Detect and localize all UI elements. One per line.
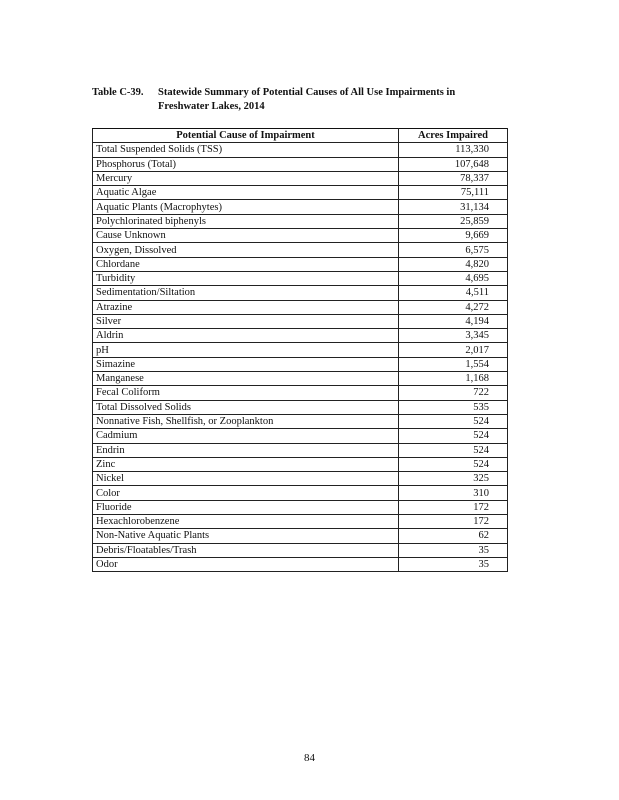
acres-cell: 35 <box>399 543 508 557</box>
header-cause: Potential Cause of Impairment <box>93 129 399 143</box>
table-row <box>93 229 508 243</box>
table-title-line-1: Statewide Summary of Potential Causes of All Use Impairments in <box>158 87 456 98</box>
table-row <box>93 457 508 471</box>
table-caption <box>92 86 532 114</box>
table-row <box>93 515 508 529</box>
table-row <box>93 529 508 543</box>
cause-cell: Oxygen, Dissolved <box>93 243 399 257</box>
cause-cell: Total Dissolved Solids <box>93 400 399 414</box>
impairment-causes-table <box>92 128 508 572</box>
table-row <box>93 257 508 271</box>
cause-cell: Fluoride <box>93 500 399 514</box>
acres-cell: 4,511 <box>399 286 508 300</box>
table-number: Table C-39. <box>92 87 144 98</box>
cause-cell: Total Suspended Solids (TSS) <box>93 143 399 157</box>
table-row <box>93 171 508 185</box>
cause-cell: Aquatic Algae <box>93 186 399 200</box>
table-body <box>93 143 508 572</box>
acres-cell: 172 <box>399 515 508 529</box>
acres-cell: 310 <box>399 486 508 500</box>
table-row <box>93 329 508 343</box>
cause-cell: Cause Unknown <box>93 229 399 243</box>
cause-cell: Endrin <box>93 443 399 457</box>
acres-cell: 25,859 <box>399 214 508 228</box>
cause-cell: Odor <box>93 557 399 571</box>
acres-cell: 1,168 <box>399 372 508 386</box>
cause-cell: Sedimentation/Siltation <box>93 286 399 300</box>
cause-cell: Phosphorus (Total) <box>93 157 399 171</box>
acres-cell: 325 <box>399 472 508 486</box>
cause-cell: Nickel <box>93 472 399 486</box>
table-row <box>93 286 508 300</box>
table-row <box>93 500 508 514</box>
cause-cell: Aquatic Plants (Macrophytes) <box>93 200 399 214</box>
table-row <box>93 243 508 257</box>
table-row <box>93 157 508 171</box>
cause-cell: Turbidity <box>93 271 399 285</box>
cause-cell: Debris/Floatables/Trash <box>93 543 399 557</box>
acres-cell: 722 <box>399 386 508 400</box>
table-header-row <box>93 129 508 143</box>
cause-cell: Non-Native Aquatic Plants <box>93 529 399 543</box>
cause-cell: Color <box>93 486 399 500</box>
table-row <box>93 557 508 571</box>
acres-cell: 4,272 <box>399 300 508 314</box>
acres-cell: 4,194 <box>399 314 508 328</box>
table-row <box>93 186 508 200</box>
table-row <box>93 372 508 386</box>
cause-cell: Atrazine <box>93 300 399 314</box>
table-row <box>93 429 508 443</box>
acres-cell: 4,695 <box>399 271 508 285</box>
table-row <box>93 357 508 371</box>
acres-cell: 31,134 <box>399 200 508 214</box>
acres-cell: 75,111 <box>399 186 508 200</box>
cause-cell: Polychlorinated biphenyls <box>93 214 399 228</box>
acres-cell: 78,337 <box>399 171 508 185</box>
acres-cell: 172 <box>399 500 508 514</box>
table-row <box>93 200 508 214</box>
table-row <box>93 343 508 357</box>
cause-cell: Mercury <box>93 171 399 185</box>
acres-cell: 62 <box>399 529 508 543</box>
acres-cell: 535 <box>399 400 508 414</box>
cause-cell: Chlordane <box>93 257 399 271</box>
table-row <box>93 271 508 285</box>
acres-cell: 113,330 <box>399 143 508 157</box>
acres-cell: 2,017 <box>399 343 508 357</box>
table-row <box>93 486 508 500</box>
table-row <box>93 543 508 557</box>
acres-cell: 524 <box>399 443 508 457</box>
table-row <box>93 143 508 157</box>
cause-cell: Zinc <box>93 457 399 471</box>
cause-cell: Aldrin <box>93 329 399 343</box>
cause-cell: Simazine <box>93 357 399 371</box>
table-title-line-2: Freshwater Lakes, 2014 <box>158 101 265 112</box>
page-number: 84 <box>304 752 315 764</box>
acres-cell: 6,575 <box>399 243 508 257</box>
acres-cell: 35 <box>399 557 508 571</box>
acres-cell: 3,345 <box>399 329 508 343</box>
table-row <box>93 386 508 400</box>
acres-cell: 524 <box>399 429 508 443</box>
cause-cell: Manganese <box>93 372 399 386</box>
acres-cell: 107,648 <box>399 157 508 171</box>
table-row <box>93 472 508 486</box>
acres-cell: 524 <box>399 414 508 428</box>
cause-cell: Silver <box>93 314 399 328</box>
table-row <box>93 400 508 414</box>
table-row <box>93 300 508 314</box>
acres-cell: 1,554 <box>399 357 508 371</box>
table-row <box>93 414 508 428</box>
acres-cell: 4,820 <box>399 257 508 271</box>
acres-cell: 9,669 <box>399 229 508 243</box>
acres-cell: 524 <box>399 457 508 471</box>
table-row <box>93 443 508 457</box>
cause-cell: pH <box>93 343 399 357</box>
cause-cell: Hexachlorobenzene <box>93 515 399 529</box>
cause-cell: Nonnative Fish, Shellfish, or Zooplankton <box>93 414 399 428</box>
table-row <box>93 214 508 228</box>
cause-cell: Fecal Coliform <box>93 386 399 400</box>
cause-cell: Cadmium <box>93 429 399 443</box>
header-acres: Acres Impaired <box>399 129 508 143</box>
table-row <box>93 314 508 328</box>
